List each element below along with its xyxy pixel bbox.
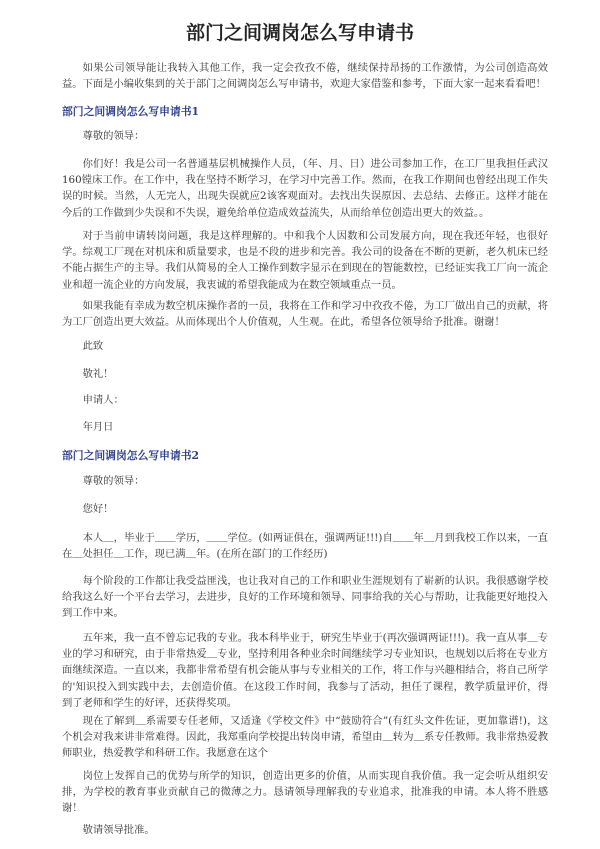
section-1-date: 年月日 (82, 421, 114, 433)
section-2-heading: 部门之间调岗怎么写申请书2 (62, 449, 200, 462)
section-2-paragraph: 五年来，我一直不曾忘记我的专业。我本科毕业于，研究生毕业于(再次强调两证!!!)。我一直从事＿专业的学习和研究，由于非常热爱＿专业，坚持利用各种业余时间继续学习专业知识，也规划以后将在专业方面继续深造。一直以来，我都非常希望有机会能从事与专业相关的工作，将工作与兴趣相结合，将自己所学的'知识投入到实践中去，去创造价值。在这段工作时间，我参与了活动，担任了课程，教学质量评价，得到了老师和学生的好评，还获得奖项。 (62, 632, 548, 709)
section-1-regards: 敬礼！ (82, 368, 114, 380)
section-1-salutation: 尊敬的领导： (82, 130, 145, 142)
section-2-paragraph: 每个阶段的工作都让我受益匪浅，也让我对自己的工作和职业生涯规划有了崭新的认识。我很感谢学校给我这么好一个平台去学习，去进步，良好的工作环境和领导、同事给我的关心与帮助，让我能更好地投入到工作中来。 (62, 575, 548, 620)
intro-paragraph: 如果公司领导能让我转入其他工作，我一定会孜孜不倦，继续保持昂扬的工作激情，为公司创造高效益。下面是小编收集到的关于部门之间调岗怎么写申请书，欢迎大家借鉴和参考，下面大家一起来看看吧！ (62, 62, 548, 91)
section-1-applicant: 申请人： (82, 394, 124, 406)
section-2-salutation: 尊敬的领导： (82, 475, 145, 487)
section-2-paragraph: 本人＿，毕业于＿＿学历，＿＿学位。(如两证俱在，强调两证!!!)自＿＿年＿月到我校工作以来，一直在＿处担任＿工作，现已满＿年。(在所在部门的工作经历) (62, 532, 548, 561)
document-title: 部门之间调岗怎么写申请书 (185, 22, 414, 44)
section-1-paragraph: 如果我能有幸成为数空机床操作者的一员，我将在工作和学习中孜孜不倦，为工厂做出自己的贡献，将为工厂创造出更大效益。从而体现出个人价值观，人生观。在此，希望各位领导给予批准。谢谢！ (62, 300, 548, 329)
section-1-paragraph: 你们好！我是公司一名普通基层机械操作人员，（年、月、日）进公司参加工作，在工厂里我担任武汉160镗床工作。在工作中，我在坚持不断学习，在学习中完善工作。然而，在我工作期间也曾经出现工作失误的时候。当然，人无完人，出现失误就应2该客观面对。去找出失误原因、去总结、去修正。这样才能在今后的工作做到少失误和不失误，避免给单位造成效益流失，从而给单位创造出更大的效益。。 (62, 158, 548, 219)
section-2-request: 敬请领导批准。 (82, 824, 155, 836)
section-1-heading: 部门之间调岗怎么写申请书1 (62, 105, 200, 118)
section-1-closing: 此致 (82, 340, 104, 352)
section-1-paragraph: 对于当前申请转岗问题，我是这样理解的。中和我个人因数和公司发展方向，现在我还年轻，也很好学。综观工厂现在对机床和质量要求，也是不段的进步和完善。我公司的设备在不断的更新，老久机床已经不能占据生产的主导。我们从简易的全人工操作到数字显示在到现在的智能数控，已经证实我工厂向一流企业和超一流企业的方向发展，我衷诚的希望我能成为在数空领域重点一员。 (62, 230, 548, 291)
section-2-paragraph: 现在了解到＿系需要专任老师，又适逢《学校文件》中“鼓励符合”(有红头文件佐证，更加靠谱!)，这个机会对我来讲非常难得。因此，我郑重向学校提出转岗申请，希望由＿转为＿系专任教师。我非常热爱教师职业，热爱教学和科研工作。我愿意在这个 (62, 715, 548, 760)
section-2-paragraph: 岗位上发挥自己的优势与所学的知识，创造出更多的价值，从而实现自我价值。我一定会听从组织安排，为学校的教育事业贡献自己的微薄之力。恳请领导理解我的专业追求，批准我的申请。本人将不胜感谢！ (62, 770, 548, 815)
section-2-greeting: 您好！ (82, 503, 114, 515)
